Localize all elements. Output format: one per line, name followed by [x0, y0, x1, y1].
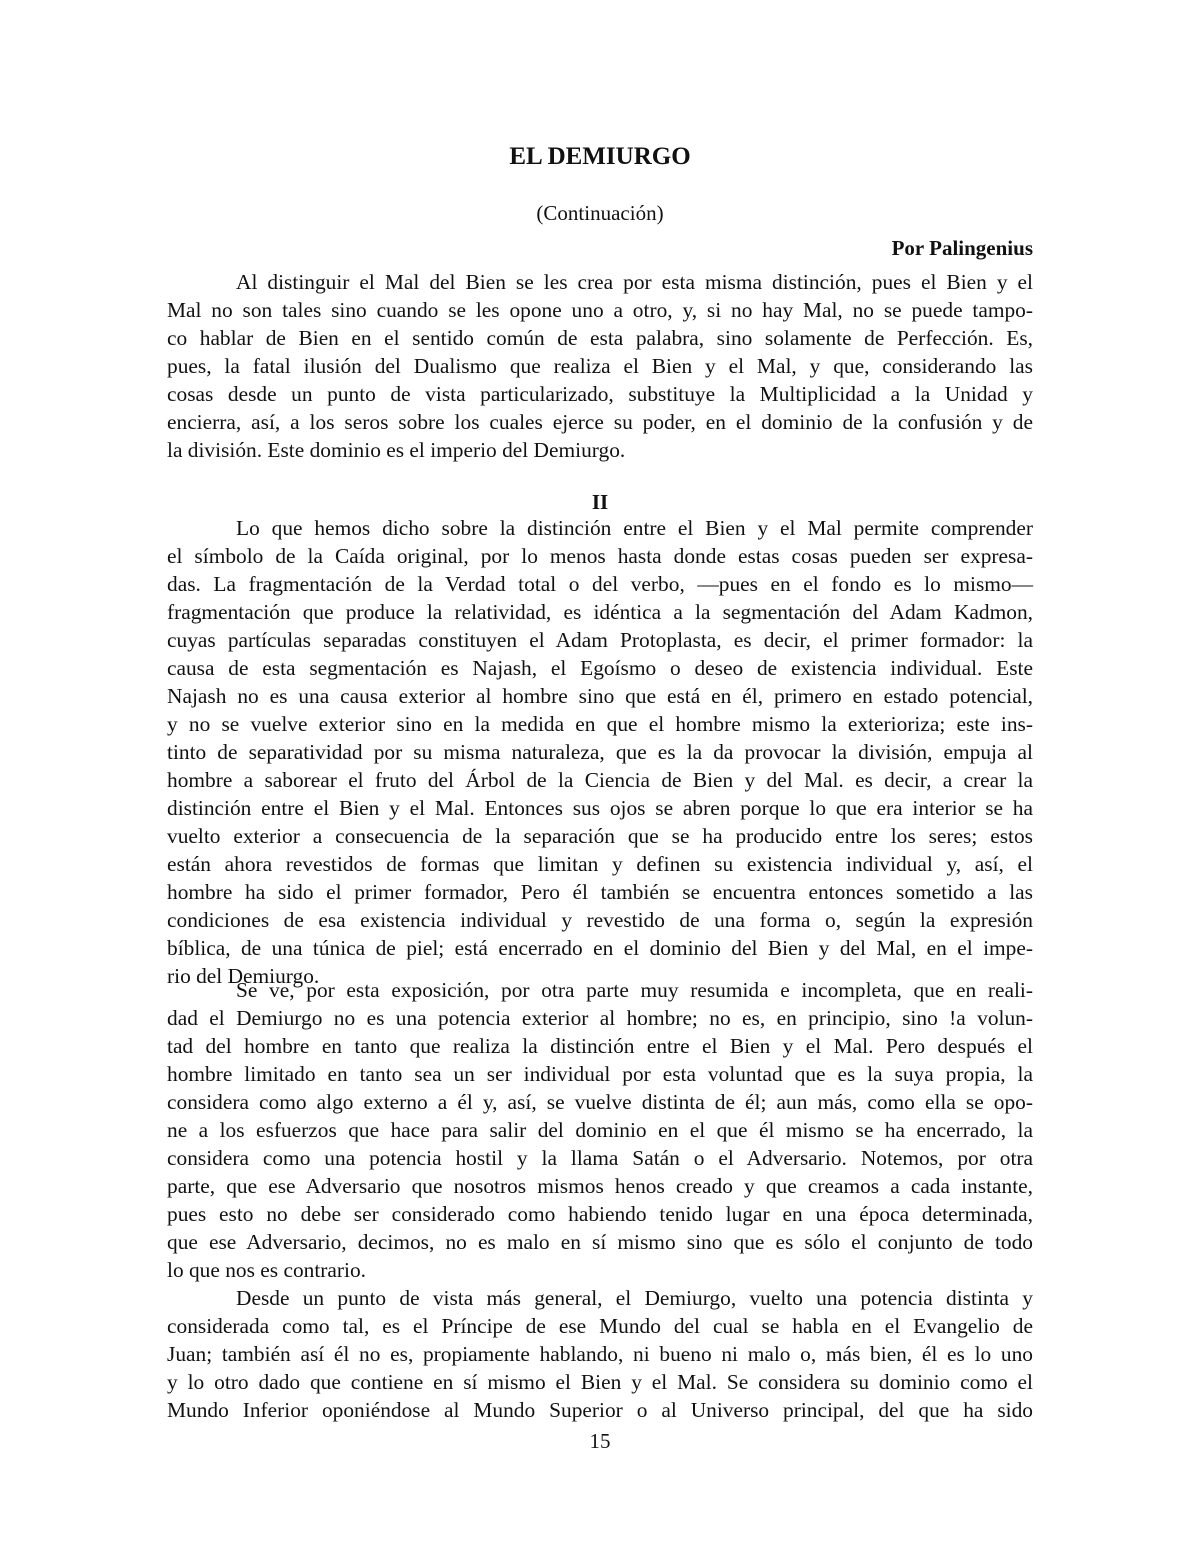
text-line: rio del Demiurgo. — [167, 964, 320, 988]
text-line: co hablar de Bien en el sentido común de esta palabra, sino solamente de Perfección. Es, — [167, 326, 1033, 350]
text-line: considerada como tal, es el Príncipe de ese Mundo del cual se habla en el Evangelio de — [167, 1314, 1033, 1338]
text-line: Desde un punto de vista más general, el Demiurgo, vuelto una potencia distinta y — [236, 1286, 1033, 1310]
subtitle: (Continuación) — [536, 201, 664, 225]
text-line: hombre ha sido el primer formador, Pero él también se encuentra entonces sometido a las — [167, 880, 1033, 904]
text-line: ne a los esfuerzos que hace para salir del dominio en el que él mismo se ha encerrado, la — [167, 1118, 1033, 1142]
text-line: tinto de separatividad por su misma naturaleza, que es la da provocar la división, empuja al — [167, 740, 1033, 764]
text-line: fragmentación que produce la relatividad, es idéntica a la segmentación del Adam Kadmon, — [167, 600, 1033, 624]
text-line: y lo otro dado que contiene en sí mismo el Bien y el Mal. Se considera su dominio como el — [167, 1370, 1033, 1394]
text-line: cosas desde un punto de vista particularizado, substituye la Multiplicidad a la Unidad y — [167, 382, 1033, 406]
text-line: el símbolo de la Caída original, por lo menos hasta donde estas cosas pueden ser expresa- — [167, 544, 1033, 568]
text-line: distinción entre el Bien y el Mal. Entonces sus ojos se abren porque lo que era interior se ha — [167, 796, 1033, 820]
text-line: Mundo Inferior oponiéndose al Mundo Superior o al Universo principal, del que ha sido — [167, 1398, 1033, 1422]
text-line: Juan; también así él no es, propiamente hablando, ni bueno ni malo o, más bien, él es lo uno — [167, 1342, 1033, 1366]
text-line: das. La fragmentación de la Verdad total o del verbo, —pues en el fondo es lo mismo— — [167, 572, 1033, 596]
text-line: dad el Demiurgo no es una potencia exterior al hombre; no es, en principio, sino !a volun- — [167, 1006, 1033, 1030]
paragraph-1 — [167, 268, 1033, 464]
text-line: Lo que hemos dicho sobre la distinción entre el Bien y el Mal permite comprender — [236, 516, 1033, 540]
text-line: Najash no es una causa exterior al hombre sino que está en él, primero en estado potencial, — [167, 684, 1033, 708]
text-line: hombre a saborear el fruto del Árbol de la Ciencia de Bien y del Mal. es decir, a crear la — [167, 768, 1033, 792]
author-byline: Por Palingenius — [891, 236, 1033, 260]
text-line: están ahora revestidos de formas que limitan y definen su existencia individual y, así, el — [167, 852, 1033, 876]
paragraph-2 — [167, 514, 1033, 990]
text-line: vuelto exterior a consecuencia de la separación que se ha producido entre los seres; estos — [167, 824, 1033, 848]
text-line: considera como una potencia hostil y la llama Satán o el Adversario. Notemos, por otra — [167, 1146, 1033, 1170]
text-line: condiciones de esa existencia individual y revestido de una forma o, según la expresión — [167, 908, 1033, 932]
text-line: hombre limitado en tanto sea un ser individual por esta voluntad que es la suya propia, la — [167, 1062, 1033, 1086]
text-line: causa de esta segmentación es Najash, el Egoísmo o deseo de existencia individual. Este — [167, 656, 1033, 680]
text-line: tad del hombre en tanto que realiza la distinción entre el Bien y el Mal. Pero después el — [167, 1034, 1033, 1058]
text-line: y no se vuelve exterior sino en la medida en que el hombre mismo la exterioriza; este ins- — [167, 712, 1033, 736]
text-line: Se ve, por esta exposición, por otra parte muy resumida e incompleta, que en reali- — [236, 978, 1033, 1002]
page-number: 15 — [589, 1429, 611, 1453]
text-line: pues esto no debe ser considerado como habiendo tenido lugar en una época determinada, — [167, 1202, 1033, 1226]
paragraph-3 — [167, 976, 1033, 1284]
text-line: Mal no son tales sino cuando se les opone uno a otro, y, si no hay Mal, no se puede tampo- — [167, 298, 1033, 322]
text-line: lo que nos es contrario. — [167, 1258, 367, 1282]
text-line: bíblica, de una túnica de piel; está encerrado en el dominio del Bien y del Mal, en el impe- — [167, 936, 1033, 960]
text-line: encierra, así, a los seros sobre los cuales ejerce su poder, en el dominio de la confusión y de — [167, 410, 1033, 434]
text-line: Al distinguir el Mal del Bien se les crea por esta misma distinción, pues el Bien y el — [236, 270, 1033, 294]
text-line: la división. Este dominio es el imperio del Demiurgo. — [167, 438, 626, 462]
text-line: parte, que ese Adversario que nosotros mismos henos creado y que creamos a cada instante, — [167, 1174, 1033, 1198]
text-line: pues, la fatal ilusión del Dualismo que realiza el Bien y el Mal, y que, considerando las — [167, 354, 1033, 378]
section-heading: II — [591, 490, 609, 514]
text-line: que ese Adversario, decimos, no es malo en sí mismo sino que es sólo el conjunto de todo — [167, 1230, 1033, 1254]
paragraph-4 — [167, 1284, 1033, 1424]
text-line: cuyas partículas separadas constituyen el Adam Protoplasta, es decir, el primer formador: la — [167, 628, 1033, 652]
page-title: EL DEMIURGO — [509, 143, 691, 170]
text-line: considera como algo externo a él y, así, se vuelve distinta de él; aun más, como ella se opo- — [167, 1090, 1033, 1114]
